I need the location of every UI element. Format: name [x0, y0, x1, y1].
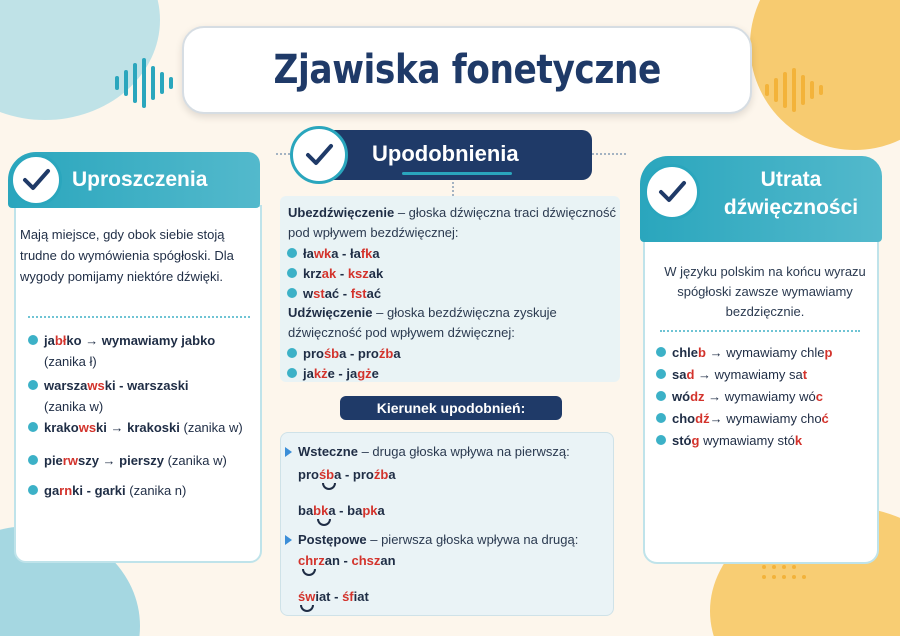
wsteczne-definition: Wsteczne – druga głoska wpływa na pierwszą:: [298, 444, 570, 459]
kierunek-label: Kierunek upodobnień:: [340, 396, 562, 420]
utrata-header: [640, 156, 882, 242]
upodobnienia-header: [296, 130, 592, 180]
check-icon: [290, 126, 348, 184]
bullet-icon: [656, 369, 666, 379]
list-item: prośba - proźba: [298, 467, 396, 482]
heading-underline: [402, 172, 512, 175]
uproszczenia-heading: Uproszczenia: [72, 168, 208, 191]
bullet-icon: [656, 391, 666, 401]
check-icon: [644, 164, 700, 220]
bullet-icon: [656, 413, 666, 423]
list-item: garnki - garki (zanika n): [44, 480, 258, 501]
postepowe-definition: Postępowe – pierwsza głoska wpływa na drugą:: [298, 532, 579, 547]
divider: [660, 330, 860, 332]
chevron-right-icon: [284, 534, 294, 546]
decor-dots: [762, 565, 832, 585]
list-item: wódz → wymawiamy wóc: [672, 386, 823, 407]
chevron-right-icon: [284, 446, 294, 458]
bullet-icon: [287, 368, 297, 378]
utrata-intro: W języku polskim na końcu wyrazu spógłoski zawsze wymawiamy bezdzięcznie.: [664, 264, 866, 319]
bullet-icon: [287, 248, 297, 258]
bullet-icon: [28, 422, 38, 432]
list-item: krakowski → krakoski (zanika w): [44, 417, 258, 438]
bullet-icon: [28, 485, 38, 495]
bullet-icon: [287, 348, 297, 358]
divider: [452, 182, 454, 196]
divider: [28, 316, 250, 318]
title-banner: [182, 26, 752, 114]
list-item: warszawski - warszaski (zanika w): [44, 375, 254, 417]
list-item: świat - śfiat: [298, 589, 369, 604]
bullet-icon: [656, 347, 666, 357]
utrata-heading: Utrata dźwięczności: [723, 168, 859, 219]
ubezdzwieczenie-definition: Ubezdźwięczenie – głoska dźwięczna traci dźwięczność pod wpływem bezdźwięcznej:: [288, 205, 617, 240]
list-item: jakże - jagże: [303, 363, 379, 384]
udzwieczenie-definition: Udźwięczenie – głoska bezdźwięczna zyskuje dźwięczność pod wpływem dźwięcznej:: [288, 305, 557, 340]
divider: [592, 153, 626, 155]
list-item: wstać - fstać: [303, 283, 381, 304]
sound-wave-icon: [765, 68, 823, 112]
uproszczenia-header: [8, 152, 260, 208]
list-item: sad → wymawiamy sat: [672, 364, 807, 385]
bullet-icon: [28, 335, 38, 345]
list-item: chodź→ wymawiamy choć: [672, 408, 829, 429]
list-item: prośba - proźba: [303, 343, 401, 364]
bullet-icon: [28, 455, 38, 465]
uproszczenia-intro: Mają miejsce, gdy obok siebie stoją trudne do wymówienia spógłoski. Dla wygody pomijamy niektóre dźwięki.: [20, 227, 234, 284]
list-item: chrzan - chszan: [298, 553, 396, 568]
list-item: stóg wymawiamy stók: [672, 430, 802, 451]
list-item: jabłko → wymawiamy jabko (zanika ł): [44, 330, 254, 372]
list-item: babka - bapka: [298, 503, 385, 518]
bullet-icon: [656, 435, 666, 445]
check-icon: [10, 154, 62, 206]
page-title: Zjawiska fonetyczne: [273, 47, 661, 93]
sound-wave-icon: [115, 58, 173, 108]
bullet-icon: [28, 380, 38, 390]
bullet-icon: [287, 268, 297, 278]
list-item: krzak - kszak: [303, 263, 383, 284]
list-item: pierwszy → pierszy (zanika w): [44, 450, 258, 471]
list-item: ławka - łafka: [303, 243, 380, 264]
upodobnienia-heading: Upodobnienia: [372, 141, 519, 166]
list-item: chleb → wymawiamy chlep: [672, 342, 832, 363]
bullet-icon: [287, 288, 297, 298]
